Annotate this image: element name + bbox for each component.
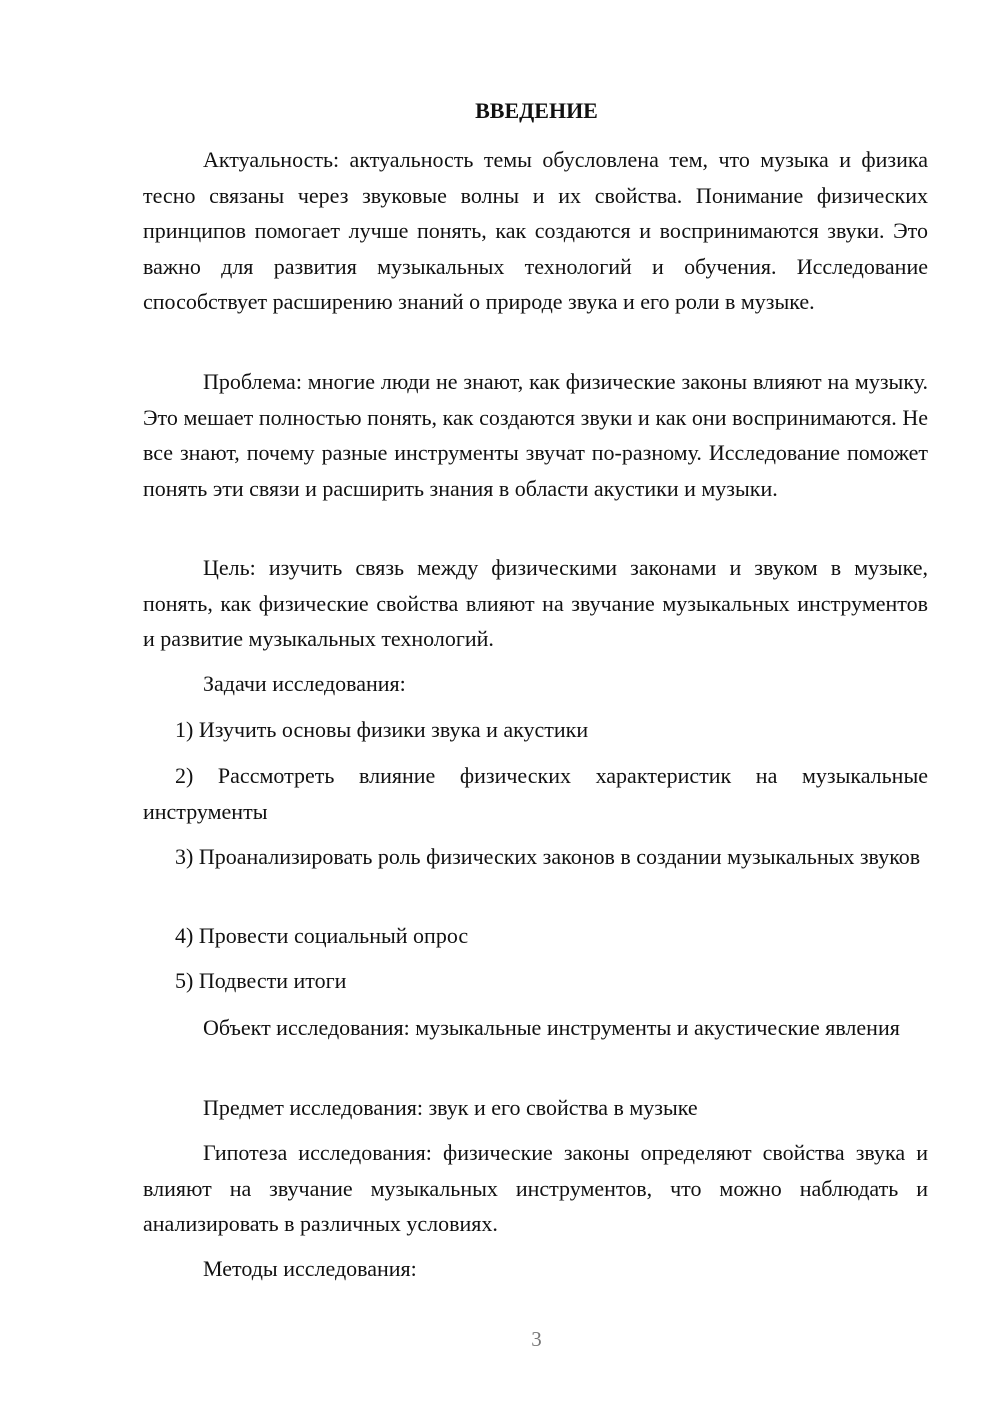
task-item: 5) Подвести итоги <box>175 968 347 993</box>
goal-paragraph: Цель: изучить связь между физическими законами и звуком в музыке, понять, как физические свойства влияют на звучание музыкальных инструментов и развитие музыкальных технологий. <box>143 555 928 651</box>
methods-title: Методы исследования: <box>203 1256 417 1281</box>
task-item: 3) Проанализировать роль физических законов в создании музыкальных звуков <box>175 844 921 869</box>
object-paragraph: Объект исследования: музыкальные инструменты и акустические явления <box>203 1015 900 1040</box>
task-item: 4) Провести социальный опрос <box>175 923 469 948</box>
page-number: 3 <box>531 1327 542 1351</box>
task-item: 2) Рассмотреть влияние физических характеристик на музыкальные инструменты <box>143 763 928 824</box>
problem-paragraph: Проблема: многие люди не знают, как физические законы влияют на музыку. Это мешает полностью понять, как создаются звуки и как они воспринимаются. Не все знают, почему разные инструменты звучат по-разному. Исследование поможет понять эти связи и расширить знания в области акустики и музыки. <box>143 369 928 501</box>
tasks-title: Задачи исследования: <box>203 671 406 696</box>
task-item: 1) Изучить основы физики звука и акустики <box>175 717 589 742</box>
hypothesis-paragraph: Гипотеза исследования: физические законы определяют свойства звука и влияют на звучание музыкальных инструментов, что можно наблюдать и анализировать в различных условиях. <box>143 1140 928 1236</box>
page-title: ВВЕДЕНИЕ <box>475 98 598 123</box>
subject-paragraph: Предмет исследования: звук и его свойства в музыке <box>203 1095 698 1120</box>
relevance-paragraph: Актуальность: актуальность темы обусловлена тем, что музыка и физика тесно связаны через звуковые волны и их свойства. Понимание физических принципов помогает лучше понять, как создаются и воспринимаются звуки. Это важно для развития музыкальных технологий и обучения. Исследование способствует расширению знаний о природе звука и его роли в музыке. <box>143 147 928 314</box>
